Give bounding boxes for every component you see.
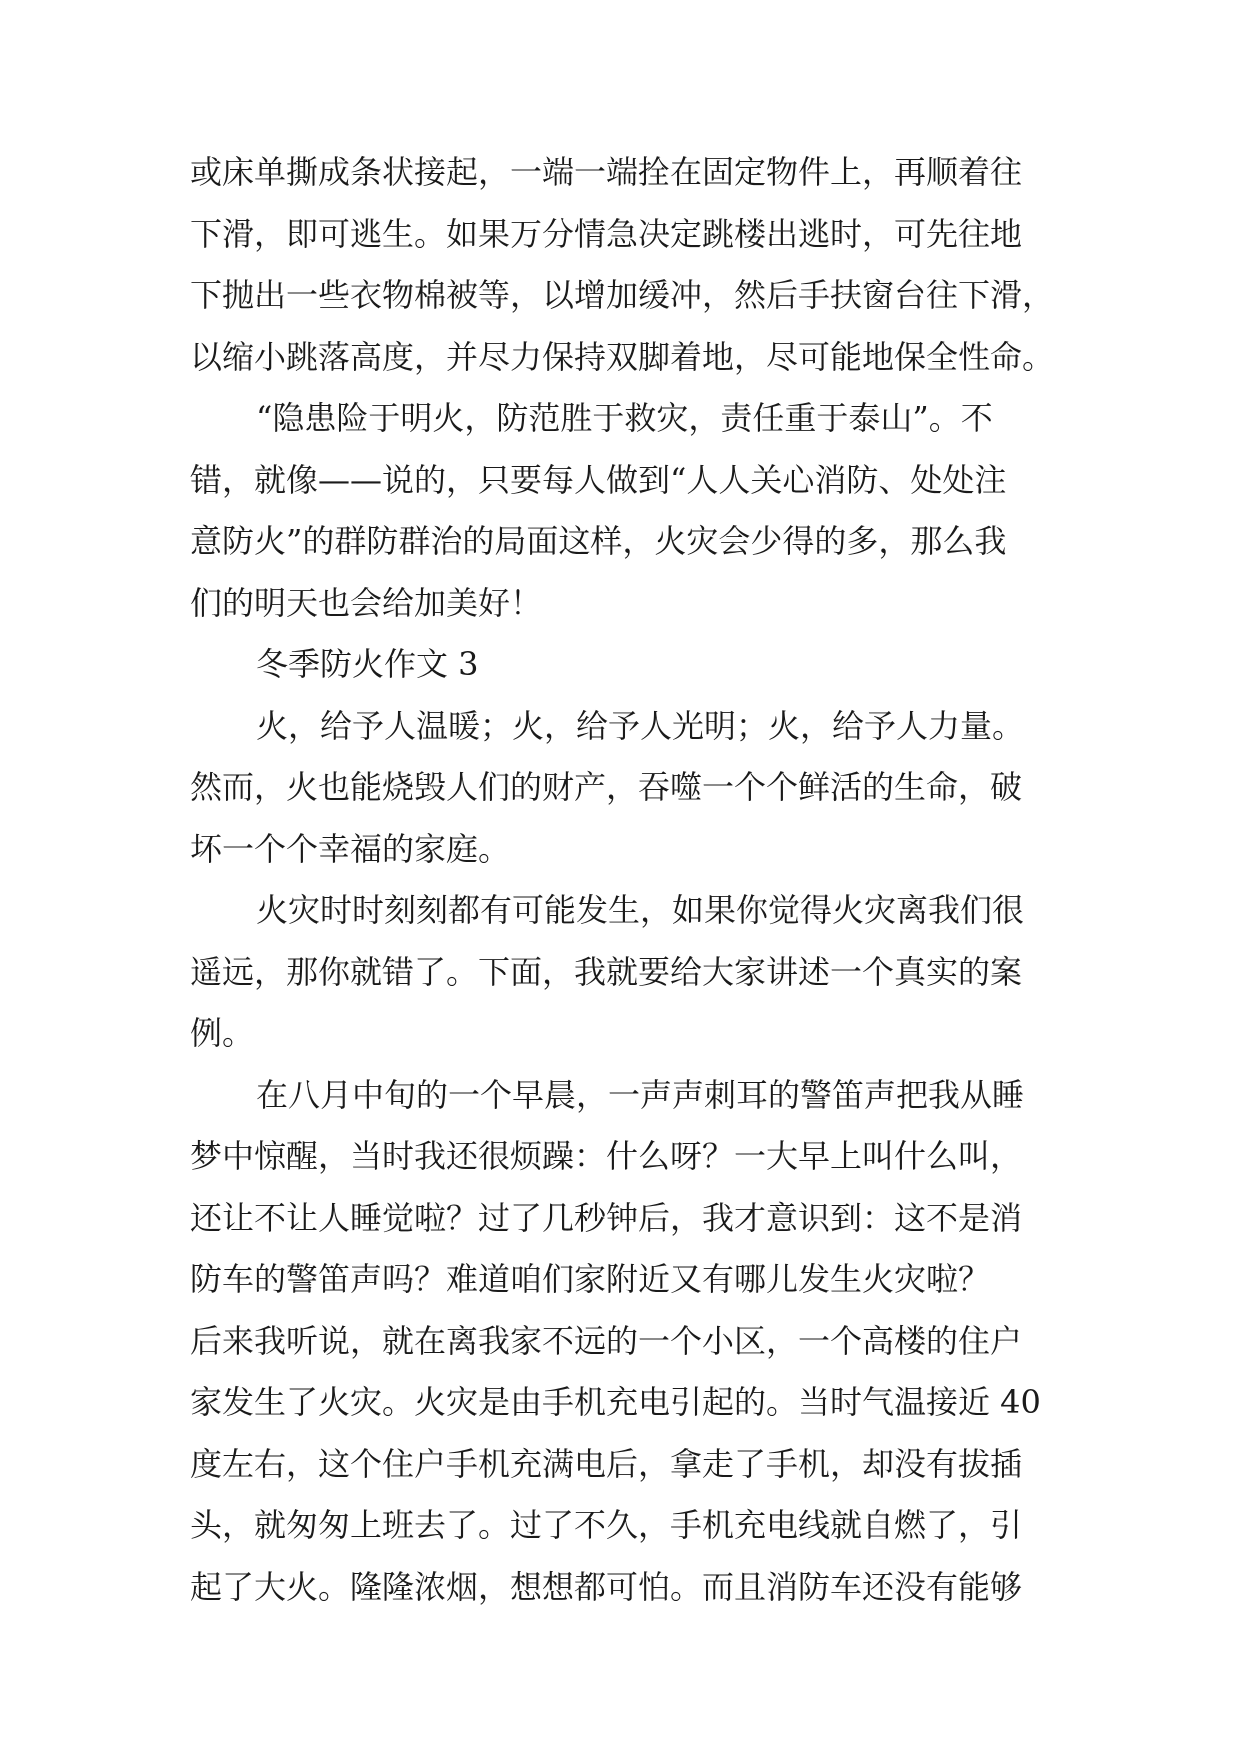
text-line: 还让不让人睡觉啦？过了几秒钟后，我才意识到：这不是消	[190, 1199, 1023, 1237]
text-line: 防车的警笛声吗？难道咱们家附近又有哪儿发生火灾啦？	[190, 1260, 991, 1298]
quote-line: “隐患险于明火，防范胜于救灾，责任重于泰山”。不	[256, 399, 993, 437]
text-line: 坏一个个幸福的家庭。	[190, 830, 511, 868]
text-line: 下抛出一些衣物棉被等，以增加缓冲，然后手扶窗台往下滑，	[190, 276, 1055, 314]
text-line: 然而，火也能烧毁人们的财产，吞噬一个个鲜活的生命，破	[190, 768, 1023, 806]
text-line: 意防火”的群防群治的局面这样，火灾会少得的多，那么我	[190, 522, 1007, 560]
text-line: 们的明天也会给加美好！	[190, 584, 543, 622]
text-line: 后来我听说，就在离我家不远的一个小区，一个高楼的住户	[190, 1322, 1023, 1360]
text-line: 头，就匆匆上班去了。过了不久，手机充电线就自燃了，引	[190, 1506, 1023, 1544]
text-line: 以缩小跳落高度，并尽力保持双脚着地，尽可能地保全性命。	[190, 338, 1055, 376]
text-line: 遥远，那你就错了。下面，我就要给大家讲述一个真实的案	[190, 953, 1023, 991]
text-line: 火灾时时刻刻都有可能发生，如果你觉得火灾离我们很	[256, 891, 1025, 929]
text-line: 在八月中旬的一个早晨，一声声刺耳的警笛声把我从睡	[256, 1076, 1025, 1114]
text-line: 或床单撕成条状接起，一端一端拴在固定物件上，再顺着往	[190, 153, 1023, 191]
text-line: 火，给予人温暖；火，给予人光明；火，给予人力量。	[256, 707, 1025, 745]
section-heading: 冬季防火作文 3	[256, 645, 479, 683]
text-line: 例。	[190, 1014, 255, 1052]
text-line: 梦中惊醒，当时我还很烦躁：什么呀？一大早上叫什么叫，	[190, 1137, 1023, 1175]
text-line: 起了大火。隆隆浓烟，想想都可怕。而且消防车还没有能够	[190, 1568, 1023, 1606]
text-line: 错，就像——说的，只要每人做到“人人关心消防、处处注	[190, 461, 1007, 499]
text-line: 度左右，这个住户手机充满电后，拿走了手机，却没有拔插	[190, 1445, 1023, 1483]
text-line: 家发生了火灾。火灾是由手机充电引起的。当时气温接近 40	[190, 1383, 1041, 1421]
text-line: 下滑，即可逃生。如果万分情急决定跳楼出逃时，可先往地	[190, 215, 1023, 253]
